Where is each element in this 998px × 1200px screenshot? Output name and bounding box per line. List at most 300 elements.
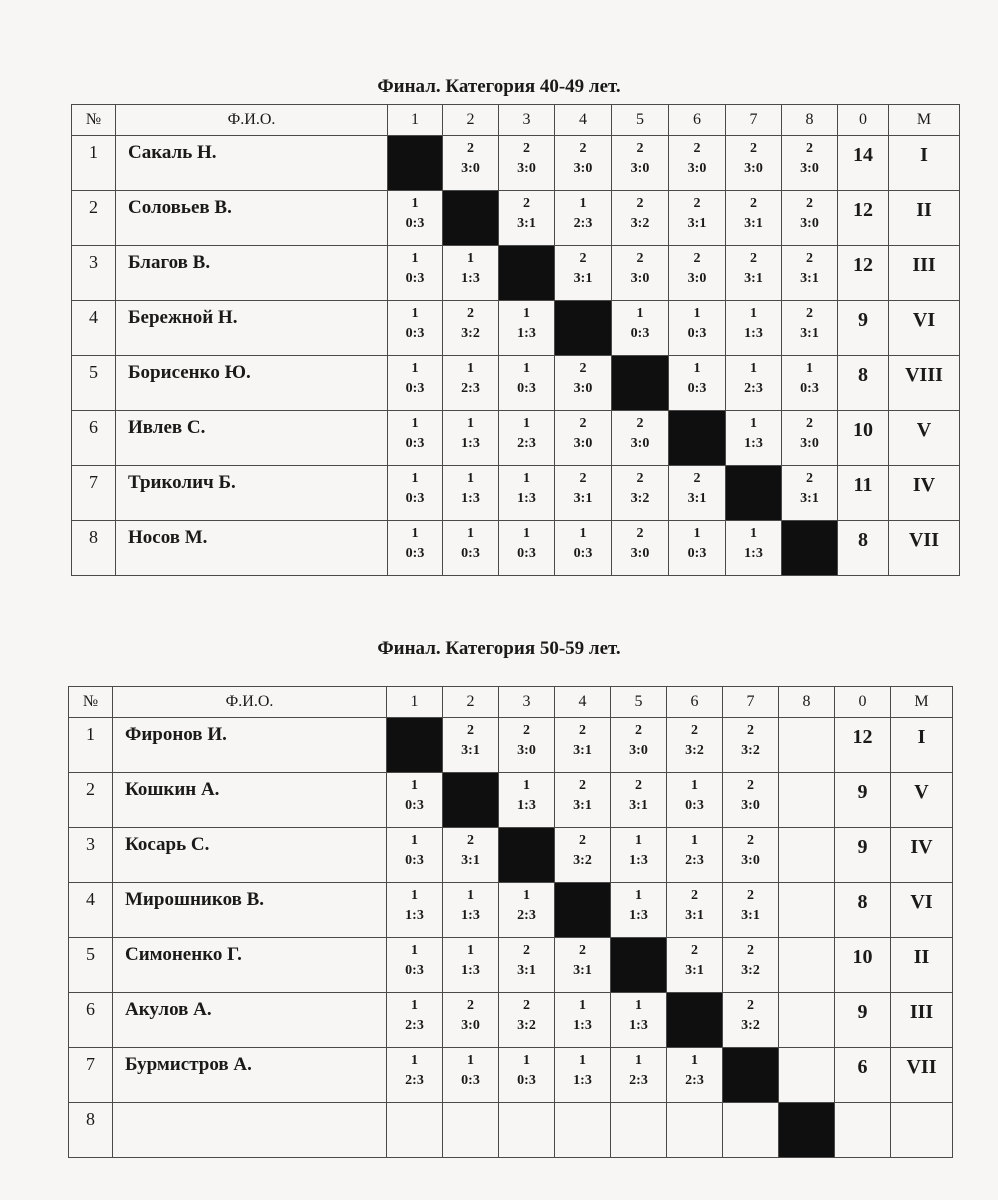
total-points: 12 (835, 718, 891, 773)
match-score: 1:3 (744, 436, 763, 451)
match-score: 3:1 (741, 908, 760, 923)
player-name: Косарь С. (113, 828, 387, 883)
match-points: 1 (523, 306, 530, 321)
total-points: 9 (835, 993, 891, 1048)
match-score: 2:3 (629, 1073, 648, 1088)
total-points: 9 (838, 301, 889, 356)
match-score: 3:2 (685, 743, 704, 758)
row-number: 3 (69, 828, 113, 883)
self-cell (726, 466, 782, 521)
score-cell (555, 1048, 611, 1103)
match-points: 2 (747, 723, 754, 738)
total-points: 6 (835, 1048, 891, 1103)
match-points: 2 (806, 306, 813, 321)
final-place: II (889, 191, 960, 246)
score-cell (555, 993, 611, 1048)
match-score: 1:3 (461, 963, 480, 978)
match-points: 2 (579, 833, 586, 848)
header-col-5: 5 (611, 687, 667, 718)
self-cell (387, 718, 443, 773)
match-score: 0:3 (517, 546, 536, 561)
match-points: 2 (523, 196, 530, 211)
score-cell (667, 828, 723, 883)
score-cell (611, 883, 667, 938)
match-points: 2 (636, 471, 644, 486)
row-number: 1 (72, 136, 116, 191)
match-points: 2 (747, 833, 754, 848)
match-points: 1 (523, 471, 530, 486)
score-cell (779, 828, 835, 883)
match-score: 3:1 (517, 216, 536, 231)
score-cell (555, 466, 612, 521)
match-points: 1 (411, 998, 418, 1013)
match-score: 3:1 (744, 271, 763, 286)
match-points: 1 (635, 888, 642, 903)
score-cell (499, 773, 555, 828)
row-number: 2 (69, 773, 113, 828)
match-points: 2 (636, 416, 644, 431)
score-cell (782, 301, 838, 356)
score-cell (443, 718, 499, 773)
header-col-6: 6 (667, 687, 723, 718)
score-cell (612, 466, 669, 521)
match-score: 3:1 (687, 216, 707, 231)
score-cell (723, 718, 779, 773)
match-points: 2 (579, 778, 586, 793)
player-name: Бурмистров А. (113, 1048, 387, 1103)
self-cell (555, 883, 611, 938)
header-col-2: 2 (443, 687, 499, 718)
total-points: 8 (838, 356, 889, 411)
player-name: Благов В. (116, 246, 388, 301)
match-points: 1 (411, 943, 418, 958)
match-points: 1 (411, 778, 418, 793)
score-cell (555, 191, 612, 246)
total-points: 8 (835, 883, 891, 938)
match-points: 1 (523, 888, 530, 903)
match-points: 2 (635, 723, 642, 738)
row-number: 4 (72, 301, 116, 356)
final-place: III (889, 246, 960, 301)
score-cell (443, 521, 499, 576)
match-points: 1 (467, 943, 474, 958)
score-cell (726, 301, 782, 356)
match-score: 3:0 (573, 436, 593, 451)
total-points: 14 (838, 136, 889, 191)
match-points: 1 (411, 251, 419, 266)
match-points: 2 (747, 778, 754, 793)
match-points: 1 (693, 526, 701, 541)
final-place (891, 1103, 953, 1158)
match-score: 3:2 (630, 491, 650, 506)
score-cell (726, 356, 782, 411)
match-score: 3:0 (517, 161, 536, 176)
row-number: 6 (72, 411, 116, 466)
match-points: 2 (579, 141, 587, 156)
score-cell (726, 136, 782, 191)
score-cell (667, 773, 723, 828)
row-number: 2 (72, 191, 116, 246)
final-place: II (891, 938, 953, 993)
score-cell (782, 136, 838, 191)
match-score: 1:3 (517, 491, 536, 506)
match-points: 1 (635, 998, 642, 1013)
final-place: V (889, 411, 960, 466)
score-cell (388, 521, 443, 576)
total-points: 11 (838, 466, 889, 521)
score-cell (555, 828, 611, 883)
match-points: 2 (636, 251, 644, 266)
score-cell (388, 411, 443, 466)
score-cell (499, 301, 555, 356)
score-cell (499, 1103, 555, 1158)
player-name: Борисенко Ю. (116, 356, 388, 411)
table-row (72, 301, 960, 356)
score-cell (782, 191, 838, 246)
player-name: Соловьев В. (116, 191, 388, 246)
table-row (69, 773, 953, 828)
match-points: 1 (636, 306, 644, 321)
score-cell (779, 883, 835, 938)
match-points: 2 (750, 251, 757, 266)
match-points: 2 (693, 471, 701, 486)
score-cell (499, 191, 555, 246)
score-cell (388, 246, 443, 301)
match-score: 3:0 (629, 743, 648, 758)
match-points: 1 (523, 416, 530, 431)
score-cell (387, 883, 443, 938)
score-cell (555, 411, 612, 466)
score-cell (726, 191, 782, 246)
match-score: 3:0 (517, 743, 536, 758)
header-col-8: 8 (779, 687, 835, 718)
player-name: Симоненко Г. (113, 938, 387, 993)
match-score: 3:1 (517, 963, 536, 978)
table-row (69, 883, 953, 938)
match-score: 3:1 (629, 798, 648, 813)
final-place: VI (889, 301, 960, 356)
row-number: 5 (72, 356, 116, 411)
table-row (72, 191, 960, 246)
score-cell (443, 136, 499, 191)
score-cell (611, 773, 667, 828)
match-score: 2:3 (405, 1018, 424, 1033)
match-score: 3:0 (800, 161, 819, 176)
score-cell (443, 301, 499, 356)
score-cell (499, 718, 555, 773)
score-cell (779, 993, 835, 1048)
total-points: 12 (838, 246, 889, 301)
score-cell (499, 938, 555, 993)
score-cell (443, 1103, 499, 1158)
score-cell (388, 191, 443, 246)
match-points: 2 (467, 723, 474, 738)
player-name: Ивлев С. (116, 411, 388, 466)
match-score: 0:3 (405, 381, 425, 396)
player-name: Мирошников В. (113, 883, 387, 938)
match-score: 3:1 (685, 908, 704, 923)
match-points: 1 (523, 778, 530, 793)
match-points: 1 (411, 888, 418, 903)
match-points: 2 (806, 141, 813, 156)
table-row (72, 356, 960, 411)
score-cell (499, 993, 555, 1048)
table-row (72, 136, 960, 191)
score-cell (387, 1048, 443, 1103)
match-points: 1 (467, 251, 474, 266)
score-cell (443, 938, 499, 993)
player-name: Акулов А. (113, 993, 387, 1048)
match-points: 2 (636, 526, 644, 541)
score-cell (779, 718, 835, 773)
match-points: 1 (411, 526, 419, 541)
score-cell (387, 828, 443, 883)
player-name: Сакаль Н. (116, 136, 388, 191)
match-score: 1:3 (461, 436, 480, 451)
player-name (113, 1103, 387, 1158)
score-cell (611, 718, 667, 773)
final-place: IV (891, 828, 953, 883)
match-points: 2 (467, 833, 474, 848)
score-cell (443, 356, 499, 411)
match-score: 3:2 (630, 216, 650, 231)
self-cell (555, 301, 612, 356)
score-cell (555, 521, 612, 576)
score-cell (555, 938, 611, 993)
match-points: 2 (693, 141, 701, 156)
match-score: 0:3 (405, 798, 424, 813)
player-name: Носов М. (116, 521, 388, 576)
player-name: Триколич Б. (116, 466, 388, 521)
header-num: № (69, 687, 113, 718)
match-score: 3:2 (741, 1018, 760, 1033)
match-score: 3:1 (800, 271, 819, 286)
match-points: 2 (693, 251, 701, 266)
match-score: 3:1 (461, 743, 480, 758)
match-points: 1 (691, 778, 698, 793)
match-score: 3:1 (744, 216, 763, 231)
match-score: 0:3 (800, 381, 819, 396)
total-points: 9 (835, 828, 891, 883)
match-score: 1:3 (405, 908, 424, 923)
self-cell (667, 993, 723, 1048)
score-cell (782, 356, 838, 411)
match-score: 3:1 (573, 798, 592, 813)
score-cell (388, 301, 443, 356)
match-score: 3:0 (573, 161, 593, 176)
score-cell (443, 411, 499, 466)
match-score: 1:3 (517, 326, 536, 341)
table-2-title: Финал. Категория 50-59 лет. (377, 638, 621, 659)
match-score: 2:3 (573, 216, 593, 231)
score-cell (612, 246, 669, 301)
score-cell (387, 993, 443, 1048)
match-score: 3:1 (685, 963, 704, 978)
match-score: 3:0 (687, 161, 707, 176)
score-cell (555, 356, 612, 411)
table-row (69, 718, 953, 773)
header-col-7: 7 (723, 687, 779, 718)
table-row (72, 246, 960, 301)
score-cell (499, 521, 555, 576)
match-points: 2 (747, 943, 754, 958)
match-points: 1 (523, 526, 530, 541)
match-points: 1 (750, 416, 757, 431)
final-place: VI (891, 883, 953, 938)
score-cell (667, 1103, 723, 1158)
match-score: 2:3 (461, 381, 480, 396)
table-1-title: Финал. Категория 40-49 лет. (377, 76, 621, 97)
match-score: 2:3 (517, 908, 536, 923)
self-cell (669, 411, 726, 466)
score-cell (555, 1103, 611, 1158)
player-name: Бережной Н. (116, 301, 388, 356)
match-points: 2 (747, 998, 754, 1013)
match-points: 1 (467, 526, 474, 541)
row-number: 4 (69, 883, 113, 938)
score-cell (443, 993, 499, 1048)
match-points: 1 (806, 361, 813, 376)
match-score: 0:3 (630, 326, 650, 341)
match-score: 1:3 (744, 546, 763, 561)
match-points: 1 (467, 888, 474, 903)
header-col-6: 6 (669, 105, 726, 136)
header-place: М (891, 687, 953, 718)
match-score: 1:3 (461, 908, 480, 923)
match-score: 2:3 (517, 436, 536, 451)
score-cell (499, 1048, 555, 1103)
match-points: 2 (806, 471, 813, 486)
final-place: V (891, 773, 953, 828)
match-points: 2 (691, 888, 698, 903)
score-cell (555, 718, 611, 773)
match-score: 3:0 (630, 271, 650, 286)
match-points: 1 (635, 1053, 642, 1068)
match-score: 0:3 (405, 326, 425, 341)
score-cell (611, 1048, 667, 1103)
match-points: 1 (750, 306, 757, 321)
match-score: 0:3 (405, 853, 424, 868)
total-points: 10 (835, 938, 891, 993)
match-points: 1 (467, 1053, 474, 1068)
final-place: IV (889, 466, 960, 521)
score-cell (667, 883, 723, 938)
final-place: VII (891, 1048, 953, 1103)
score-cell (443, 828, 499, 883)
results-table-40-49 (71, 104, 960, 576)
match-points: 2 (523, 943, 530, 958)
row-number: 5 (69, 938, 113, 993)
header-col-1: 1 (388, 105, 443, 136)
row-number: 8 (72, 521, 116, 576)
match-score: 3:0 (630, 161, 650, 176)
score-cell (611, 828, 667, 883)
header-place: М (889, 105, 960, 136)
match-score: 0:3 (517, 381, 536, 396)
score-cell (669, 301, 726, 356)
score-cell (499, 466, 555, 521)
match-points: 1 (693, 361, 701, 376)
score-cell (499, 136, 555, 191)
match-points: 1 (467, 471, 474, 486)
header-col-5: 5 (612, 105, 669, 136)
score-cell (387, 938, 443, 993)
header-row (69, 687, 953, 718)
match-score: 3:2 (461, 326, 480, 341)
score-cell (726, 411, 782, 466)
score-cell (387, 773, 443, 828)
match-points: 1 (579, 1053, 586, 1068)
match-points: 1 (635, 833, 642, 848)
header-name: Ф.И.О. (116, 105, 388, 136)
match-score: 3:1 (573, 963, 592, 978)
total-points: 12 (838, 191, 889, 246)
score-cell (779, 938, 835, 993)
match-score: 2:3 (405, 1073, 424, 1088)
score-cell (612, 521, 669, 576)
header-name: Ф.И.О. (113, 687, 387, 718)
score-cell (667, 938, 723, 993)
match-score: 0:3 (405, 963, 424, 978)
score-cell (611, 1103, 667, 1158)
match-points: 2 (523, 723, 530, 738)
match-score: 3:0 (744, 161, 763, 176)
match-points: 1 (579, 196, 587, 211)
total-points (835, 1103, 891, 1158)
table-row (69, 1103, 953, 1158)
row-number: 8 (69, 1103, 113, 1158)
score-cell (669, 136, 726, 191)
match-score: 3:1 (573, 271, 593, 286)
score-cell (723, 773, 779, 828)
match-score: 3:0 (800, 436, 819, 451)
header-col-4: 4 (555, 687, 611, 718)
match-score: 2:3 (685, 1073, 704, 1088)
header-points: 0 (835, 687, 891, 718)
match-score: 3:1 (573, 491, 593, 506)
score-cell (387, 1103, 443, 1158)
match-points: 2 (579, 416, 587, 431)
score-cell (443, 883, 499, 938)
score-cell (612, 411, 669, 466)
match-points: 1 (579, 526, 587, 541)
match-score: 0:3 (405, 436, 425, 451)
match-points: 1 (411, 196, 419, 211)
match-points: 1 (411, 471, 419, 486)
final-place: VII (889, 521, 960, 576)
score-cell (555, 246, 612, 301)
row-number: 7 (69, 1048, 113, 1103)
match-score: 3:0 (741, 798, 760, 813)
match-score: 0:3 (685, 798, 704, 813)
match-points: 2 (467, 998, 474, 1013)
score-cell (669, 246, 726, 301)
score-cell (667, 1048, 723, 1103)
match-score: 0:3 (461, 1073, 480, 1088)
score-cell (726, 521, 782, 576)
match-points: 2 (750, 141, 757, 156)
score-cell (669, 521, 726, 576)
match-points: 1 (750, 361, 757, 376)
self-cell (499, 828, 555, 883)
self-cell (443, 191, 499, 246)
match-points: 2 (467, 141, 474, 156)
match-score: 2:3 (685, 853, 704, 868)
score-cell (499, 356, 555, 411)
score-cell (612, 136, 669, 191)
header-col-8: 8 (782, 105, 838, 136)
match-score: 3:2 (573, 853, 592, 868)
